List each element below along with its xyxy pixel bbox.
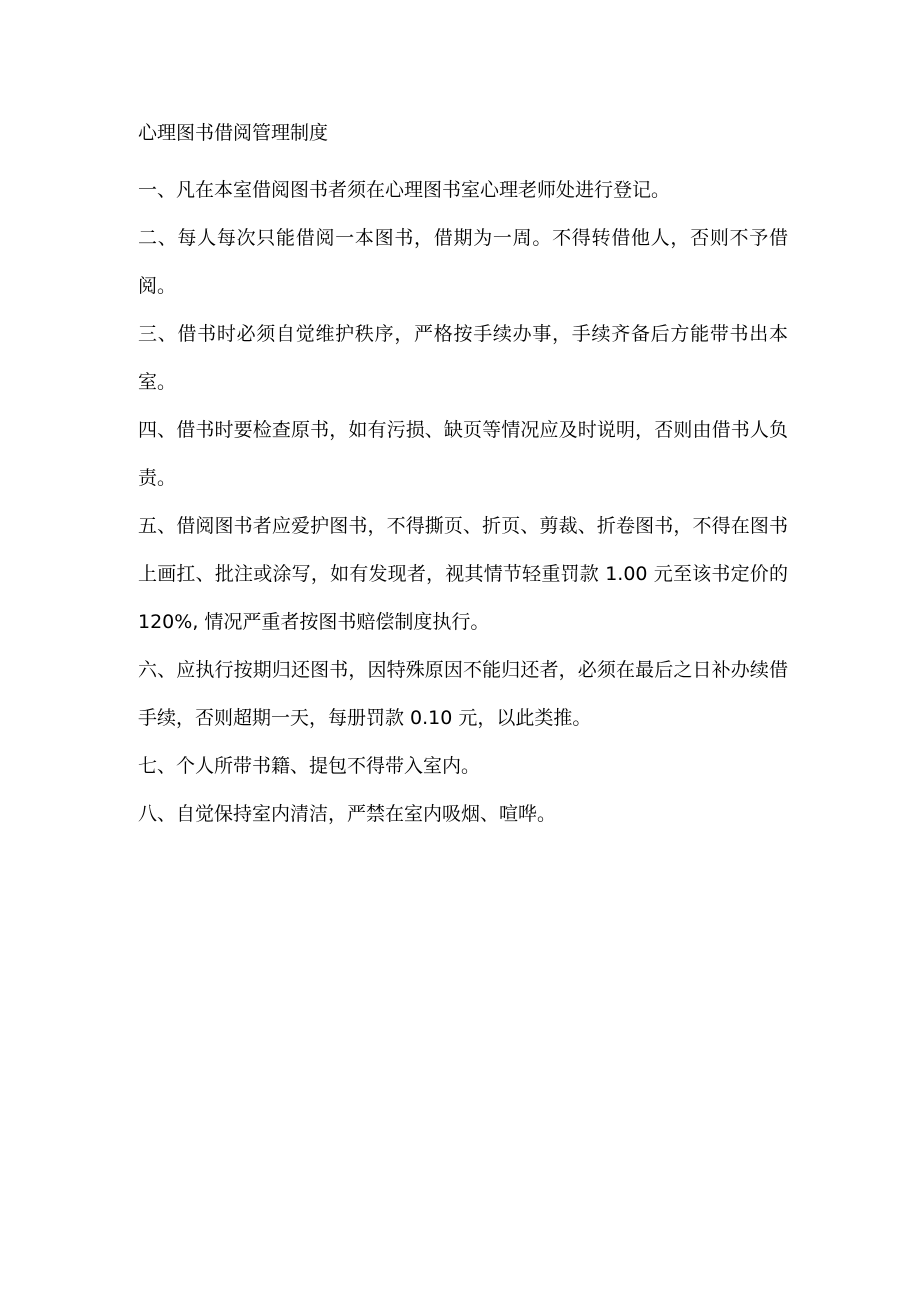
- rule-paragraph-1: 一、凡在本室借阅图书者须在心理图书室心理老师处进行登记。: [138, 179, 671, 201]
- rule-paragraph-4: 四、借书时要检查原书，如有污损、缺页等情况应及时说明，否则由借书人负责。: [138, 419, 788, 489]
- rule-paragraph-8: 八、自觉保持室内清洁，严禁在室内吸烟、喧哗。: [138, 803, 557, 825]
- rule-paragraph-6: 六、应执行按期归还图书，因特殊原因不能归还者，必须在最后之日补办续借手续，否则超期一天，每册罚款 0.10 元，以此类推。: [138, 659, 788, 729]
- rule-paragraph-3: 三、借书时必须自觉维护秩序，严格按手续办事，手续齐备后方能带书出本室。: [138, 323, 788, 393]
- document-page: [138, 118, 788, 838]
- rule-paragraph-5: 五、借阅图书者应爱护图书，不得撕页、折页、剪裁、折卷图书，不得在图书上画扛、批注或涂写，如有发现者，视其情节轻重罚款 1.00 元至该书定价的 120%, 情况严重者按图书赔偿制度执行。: [138, 515, 788, 633]
- rule-paragraph-2: 二、每人每次只能借阅一本图书，借期为一周。不得转借他人，否则不予借阅。: [138, 227, 788, 297]
- rule-paragraph-7: 七、个人所带书籍、提包不得带入室内。: [138, 755, 481, 777]
- document-title: 心理图书借阅管理制度: [138, 122, 329, 144]
